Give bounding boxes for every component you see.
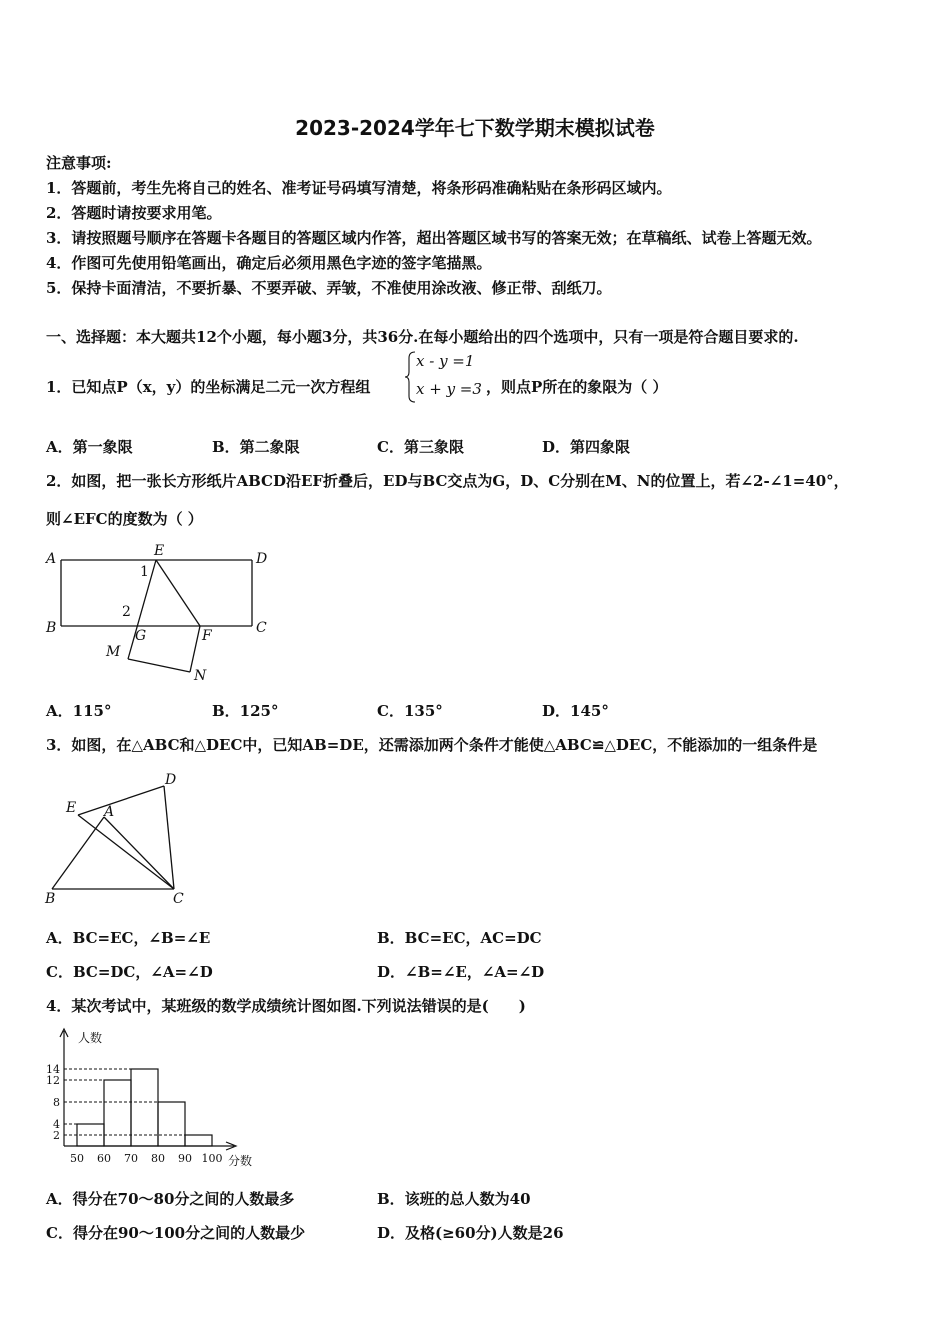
fig2-label-n: N (194, 668, 207, 684)
q1-option-d: D．第四象限 (542, 438, 631, 456)
page-title: 2023-2024学年七下数学期末模拟试卷 (295, 116, 655, 140)
fig2-label-1: 1 (140, 564, 149, 580)
histogram-bar (104, 1080, 131, 1146)
histo-ylabel: 人数 (78, 1031, 103, 1045)
equation-2: x + y =3 (416, 380, 482, 398)
fig3-label-d: D (165, 772, 177, 788)
q2-option-b: B．125° (212, 702, 279, 720)
equation-1: x - y =1 (416, 352, 475, 370)
q3-figure (40, 765, 200, 915)
fig3-label-c: C (173, 891, 184, 907)
q1-stem-end: ，则点P所在的象限为（ ） (486, 378, 668, 396)
q3-option-d: D．∠B=∠E，∠A=∠D (377, 963, 545, 981)
q4-stem: 4．某次考试中，某班级的数学成绩统计图如图.下列说法错误的是( ) (46, 997, 526, 1015)
y-tick-label: 8 (53, 1096, 60, 1109)
q4-option-a: A．得分在70～80分之间的人数最多 (46, 1190, 295, 1208)
q3-option-c: C．BC=DC，∠A=∠D (46, 963, 213, 981)
q4-histogram (40, 1025, 270, 1175)
q4-option-b: B．该班的总人数为40 (377, 1190, 531, 1208)
q1-option-b: B．第二象限 (212, 438, 300, 456)
section-heading: 一、选择题：本大题共12个小题，每小题3分，共36分.在每小题给出的四个选项中，只有一项是符合题目要求的. (46, 328, 799, 346)
note-item: 2．答题时请按要求用笔。 (46, 204, 222, 222)
fig2-label-b: B (46, 620, 57, 636)
y-tick-label: 14 (46, 1063, 60, 1076)
q2-stem-line2: 则∠EFC的度数为（ ） (46, 510, 203, 528)
fig3-label-a: A (104, 804, 115, 820)
q1-option-c: C．第三象限 (377, 438, 464, 456)
histogram-bar (131, 1069, 158, 1146)
q3-option-b: B．BC=EC，AC=DC (377, 929, 542, 947)
x-tick-label: 80 (151, 1152, 165, 1165)
x-tick-label: 60 (97, 1152, 111, 1165)
q4-option-d: D．及格(≥60分)人数是26 (377, 1224, 564, 1242)
fig3-label-e: E (66, 800, 77, 816)
x-tick-label: 90 (178, 1152, 192, 1165)
q1-option-a: A．第一象限 (46, 438, 133, 456)
note-item: 4．作图可先使用铅笔画出，确定后必须用黑色字迹的签字笔描黑。 (46, 254, 492, 272)
y-tick-label: 12 (46, 1074, 60, 1087)
fig2-label-m: M (106, 644, 121, 660)
fig2-label-c: C (256, 620, 267, 636)
notes-heading: 注意事项: (46, 154, 112, 172)
q2-figure (40, 540, 280, 685)
histo-xlabel: 分数 (228, 1154, 253, 1168)
note-item: 5．保持卡面清洁，不要折暴、不要弄破、弄皱，不准使用涂改液、修正带、刮纸刀。 (46, 279, 612, 297)
q2-option-a: A．115° (46, 702, 112, 720)
note-item: 1．答题前，考生先将自己的姓名、准考证号码填写清楚，将条形码准确粘贴在条形码区域内。 (46, 179, 672, 197)
x-tick-label: 50 (70, 1152, 84, 1165)
fig2-label-f: F (202, 628, 212, 644)
q3-stem: 3．如图，在△ABC和△DEC中，已知AB=DE，还需添加两个条件才能使△ABC≌△DEC，不能添加的一组条件是 (46, 736, 818, 754)
histogram-bar (185, 1135, 212, 1146)
q3-option-a: A．BC=EC，∠B=∠E (46, 929, 211, 947)
x-tick-label: 100 (201, 1152, 223, 1165)
x-tick-label: 70 (124, 1152, 138, 1165)
fig2-label-2: 2 (122, 604, 131, 620)
q2-stem-line1: 2．如图，把一张长方形纸片ABCD沿EF折叠后，ED与BC交点为G，D、C分别在M、N的位置上，若∠2-∠1=40°， (46, 472, 849, 490)
fig2-label-g: G (135, 628, 147, 644)
fig2-label-e: E (154, 543, 165, 559)
fig3-label-b: B (45, 891, 56, 907)
y-tick-label: 4 (53, 1118, 60, 1131)
fig2-label-a: A (46, 551, 57, 567)
fig2-label-d: D (256, 551, 268, 567)
q4-option-c: C．得分在90～100分之间的人数最少 (46, 1224, 306, 1242)
q2-option-d: D．145° (542, 702, 609, 720)
q1-stem-start: 1．已知点P（x，y）的坐标满足二元一次方程组 (46, 378, 371, 396)
y-tick-label: 2 (53, 1129, 60, 1142)
q2-option-c: C．135° (377, 702, 443, 720)
note-item: 3．请按照题号顺序在答题卡各题目的答题区域内作答，超出答题区域书写的答案无效；在草稿纸、试卷上答题无效。 (46, 229, 822, 247)
histogram-bar (158, 1102, 185, 1146)
